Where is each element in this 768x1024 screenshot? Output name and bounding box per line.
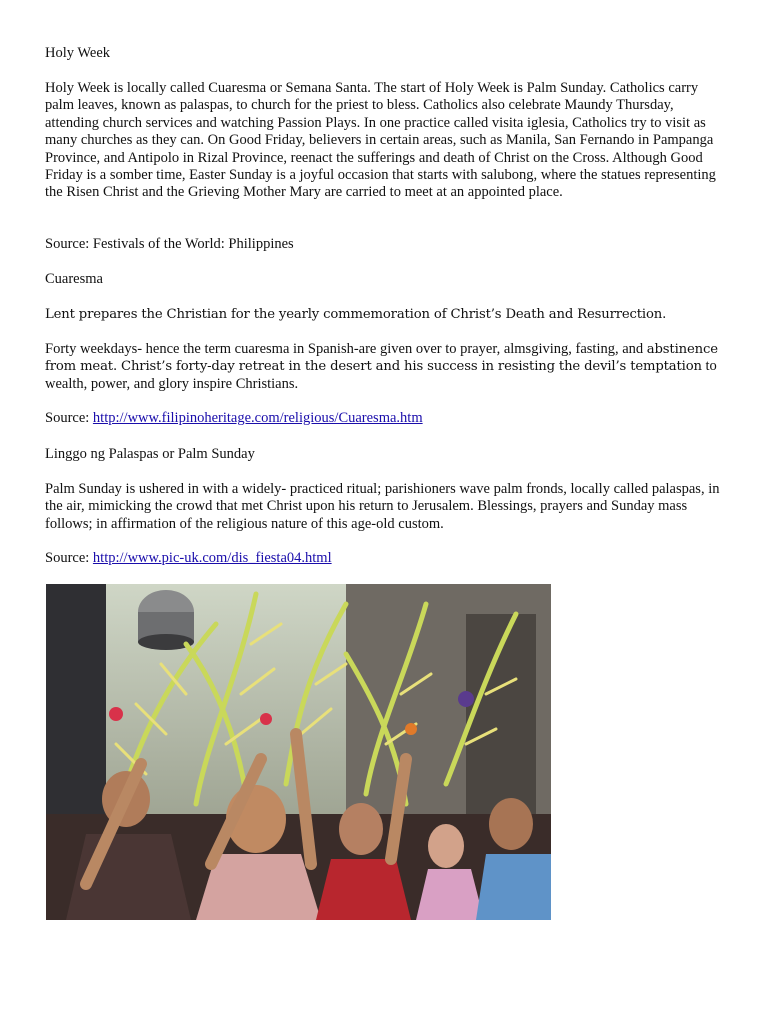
- source-label: Source:: [45, 410, 93, 426]
- paragraph-forty-part-2: abstinence from meat. Christ’s forty-day retreat in the desert and his success in resisting the devil’s temptation: [45, 342, 718, 375]
- paragraph-forty-part-1: Forty weekdays- hence the term cuaresma in Spanish-are given over to prayer, almsgiving, fasting, and: [45, 341, 647, 357]
- heading-palm-sunday: Linggo ng Palaspas or Palm Sunday: [45, 446, 255, 462]
- source-festivals: Source: Festivals of the World: Philippines: [45, 236, 294, 252]
- filipinoheritage-link[interactable]: http://www.filipinoheritage.com/religious/Cuaresma.htm: [92, 410, 423, 426]
- palm-sunday-illustration: [46, 584, 551, 920]
- paragraph-forty-part-3: to wealth, power, and glory inspire Christians.: [45, 358, 717, 392]
- paragraph-palm-sunday: Palm Sunday is ushered in with a widely- practiced ritual; parishioners wave palm fronds, locally called palaspas, in the air, mimicking the crowd that met Christ upon his return to Jerusalem. Blessings, prayers and Sunday mass follows; in affirmation of the religious nature of this age-old custom.: [45, 481, 720, 532]
- palm-sunday-photo: [46, 584, 551, 920]
- paragraph-holy-week: Holy Week is locally called Cuaresma or Semana Santa. The start of Holy Week is Palm Sunday. Catholics carry palm leaves, known as palaspas, to church for the priest to bless. Catholics also celebrate Maundy Thursday, attending church services and watching Passion Plays. In one practice called visita iglesia, Catholics try to visit as many churches as they can. On Good Friday, believers in certain areas, such as Manila, San Fernando in Pampanga Province, and Antipolo in Rizal Province, reenact the sufferings and death of Christ on the Cross. Although Good Friday is a somber time, Easter Sunday is a joyful occasion that starts with salubong, where the statues representing the Risen Christ and the Grieving Mother Mary are carried to meet at an appointed place.: [45, 80, 716, 201]
- source-pic-uk: [45, 550, 725, 567]
- pic-uk-link[interactable]: http://www.pic-uk.com/dis_fiesta04.html: [92, 550, 332, 566]
- heading-cuaresma: Cuaresma: [45, 271, 103, 287]
- source-filipinoheritage: [45, 410, 725, 427]
- person-face: [339, 803, 383, 855]
- person-face: [428, 824, 464, 868]
- person-face: [489, 798, 533, 850]
- source-label: Source:: [45, 550, 93, 566]
- paragraph-lent: Lent prepares the Christian for the yearly commemoration of Christ’s Death and Resurrection.: [45, 307, 667, 322]
- heading-holy-week: Holy Week: [45, 45, 111, 61]
- paragraph-forty-weekdays: [45, 341, 725, 393]
